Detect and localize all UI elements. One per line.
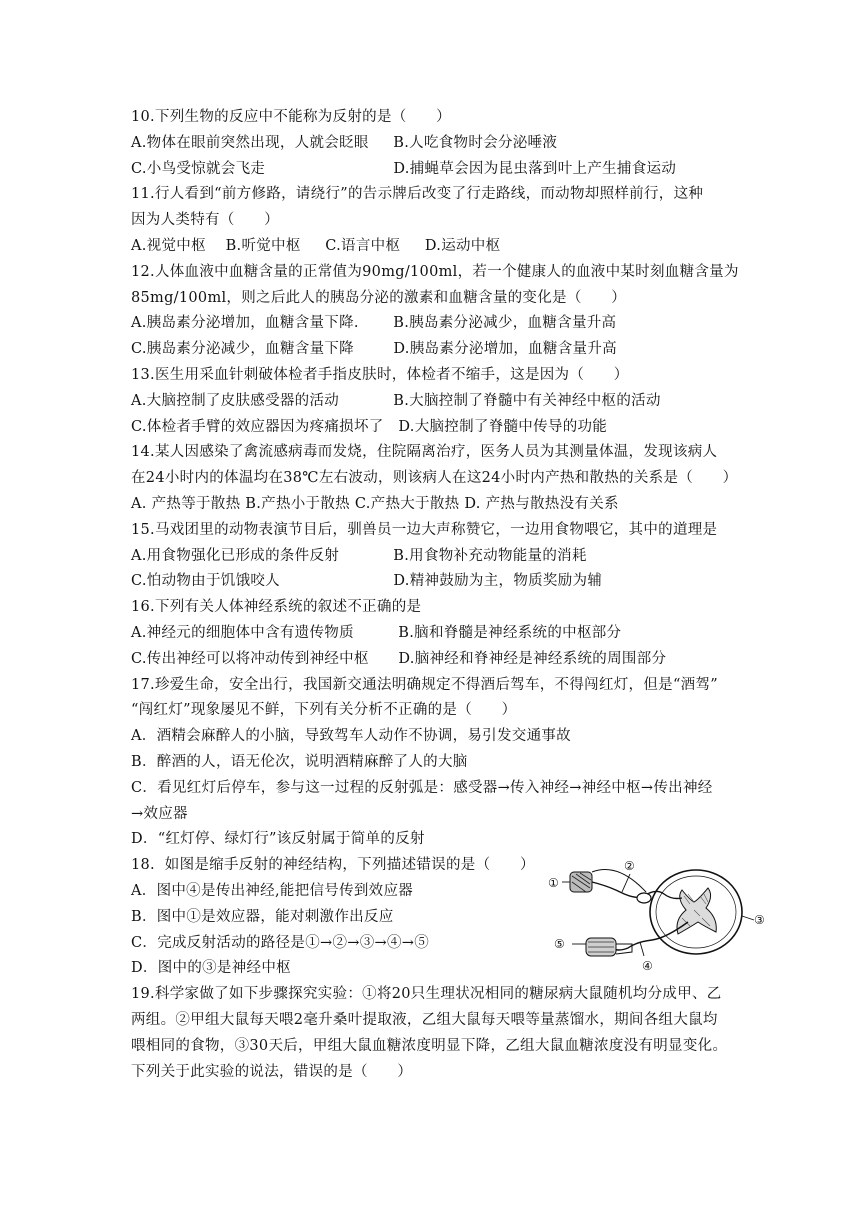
text-line: “闯红灯”现象屡见不鲜，下列有关分析不正确的是（ ） bbox=[131, 702, 517, 719]
label-4: ④ bbox=[642, 959, 653, 973]
text-line: A.用食物强化已形成的条件反射 B.用食物补充动物能量的消耗 bbox=[131, 547, 587, 564]
receptor bbox=[570, 872, 592, 892]
text-line: 11.行人看到“前方修路，请绕行”的告示牌后改变了行走路线，而动物却照样前行，这种 bbox=[131, 186, 704, 203]
text-line: B．醉酒的人，语无伦次，说明酒精麻醉了人的大脑 bbox=[131, 754, 468, 770]
text-line: A．图中④是传出神经,能把信号传到效应器 bbox=[131, 883, 414, 899]
text-line: 因为人类特有（ ） bbox=[131, 212, 279, 229]
gray-matter bbox=[677, 888, 716, 934]
text-line: 12.人体血液中血糖含量的正常值为90mg/100ml，若一个健康人的血液中某时刻血糖含量为 bbox=[131, 263, 739, 280]
text-line: A.物体在眼前突然出现，人就会眨眼 B.人吃食物时会分泌唾液 bbox=[131, 134, 558, 151]
text-line: A.神经元的细胞体中含有遗传物质 B.脑和脊髓是神经系统的中枢部分 bbox=[131, 625, 622, 641]
text-line: 85mg/100ml，则之后此人的胰岛分泌的激素和血糖含量的变化是（ ） bbox=[131, 289, 627, 306]
text-line: A.胰岛素分泌增加，血糖含量下降. B.胰岛素分泌减少，血糖含量升高 bbox=[131, 315, 617, 332]
text-line: 14.某人因感染了禽流感病毒而发烧，住院隔离治疗，医务人员为其测量体温，发现该病人 bbox=[131, 444, 718, 461]
label-1: ① bbox=[548, 876, 559, 890]
text-line: 两组。②甲组大鼠每天喂2毫升桑叶提取液，乙组大鼠每天喂等量蒸馏水，期间各组大鼠均 bbox=[131, 1012, 718, 1028]
text-line: 喂相同的食物，③30天后，甲组大鼠血糖浓度明显下降，乙组大鼠血糖浓度没有明显变化。 bbox=[131, 1037, 728, 1054]
reflex-arc-figure bbox=[548, 852, 770, 976]
text-line: 下列关于此实验的说法，错误的是（ ） bbox=[131, 1063, 413, 1080]
text-line: D．“红灯停、绿灯行”该反射属于简单的反射 bbox=[131, 831, 425, 848]
text-line: 19.科学家做了如下步骤探究实验：①将20只生理状况相同的糖尿病大鼠随机均分成甲、乙 bbox=[131, 986, 722, 1003]
text-line: D．图中的③是神经中枢 bbox=[131, 960, 291, 977]
text-line: 15.马戏团里的动物表演节目后，驯兽员一边大声称赞它，一边用食物喂它，其中的道理是 bbox=[131, 521, 718, 538]
text-line: 17.珍爱生命，安全出行，我国新交通法明确规定不得酒后驾车，不得闯红灯，但是“酒驾” bbox=[131, 676, 718, 693]
text-line: 在24小时内的体温均在38℃左右波动，则该病人在这24小时内产热和散热的关系是（ ） bbox=[131, 470, 738, 487]
text-line: B．图中①是效应器，能对刺激作出反应 bbox=[131, 908, 394, 925]
text-line: A.大脑控制了皮肤感受器的活动 B.大脑控制了脊髓中有关神经中枢的活动 bbox=[131, 392, 661, 409]
text-line: A.视觉中枢 B.听觉中枢 C.语言中枢 D.运动中枢 bbox=[131, 238, 501, 254]
text-line: C.胰岛素分泌减少，血糖含量下降 D.胰岛素分泌增加，血糖含量升高 bbox=[131, 341, 617, 358]
label-2: ② bbox=[624, 859, 635, 873]
text-line: C．看见红灯后停车，参与这一过程的反射弧是：感受器→传入神经→神经中枢→传出神经 bbox=[131, 779, 713, 796]
text-line: 18. 如图是缩手反射的神经结构，下列描述错误的是（ ） bbox=[131, 857, 535, 874]
effector bbox=[586, 938, 632, 956]
text-line: C.小鸟受惊就会飞走 D.捕蝇草会因为昆虫落到叶上产生捕食运动 bbox=[131, 160, 677, 177]
text-line: C.传出神经可以将冲动传到神经中枢 D.脑神经和脊神经是神经系统的周围部分 bbox=[131, 650, 667, 667]
text-line: C.怕动物由于饥饿咬人 D.精神鼓励为主，物质奖励为辅 bbox=[131, 573, 603, 590]
text-line: A．酒精会麻醉人的小脑，导致驾车人动作不协调，易引发交通事故 bbox=[131, 728, 571, 745]
text-line: 10.下列生物的反应中不能称为反射的是（ ） bbox=[131, 109, 451, 125]
text-line: C．完成反射活动的路径是①→②→③→④→⑤ bbox=[131, 934, 429, 951]
label-5: ⑤ bbox=[554, 937, 565, 951]
text-line: →效应器 bbox=[131, 805, 188, 822]
text-line: 13.医生用采血针刺破体检者手指皮肤时，体检者不缩手，这是因为（ ） bbox=[131, 367, 629, 383]
text-line: A. 产热等于散热 B.产热小于散热 C.产热大于散热 D. 产热与散热没有关系 bbox=[131, 496, 619, 512]
label-3: ③ bbox=[754, 913, 765, 927]
text-line: 16.下列有关人体神经系统的叙述不正确的是 bbox=[131, 599, 422, 616]
text-line: C.体检者手臂的效应器因为疼痛损坏了 D.大脑控制了脊髓中传导的功能 bbox=[131, 418, 608, 435]
